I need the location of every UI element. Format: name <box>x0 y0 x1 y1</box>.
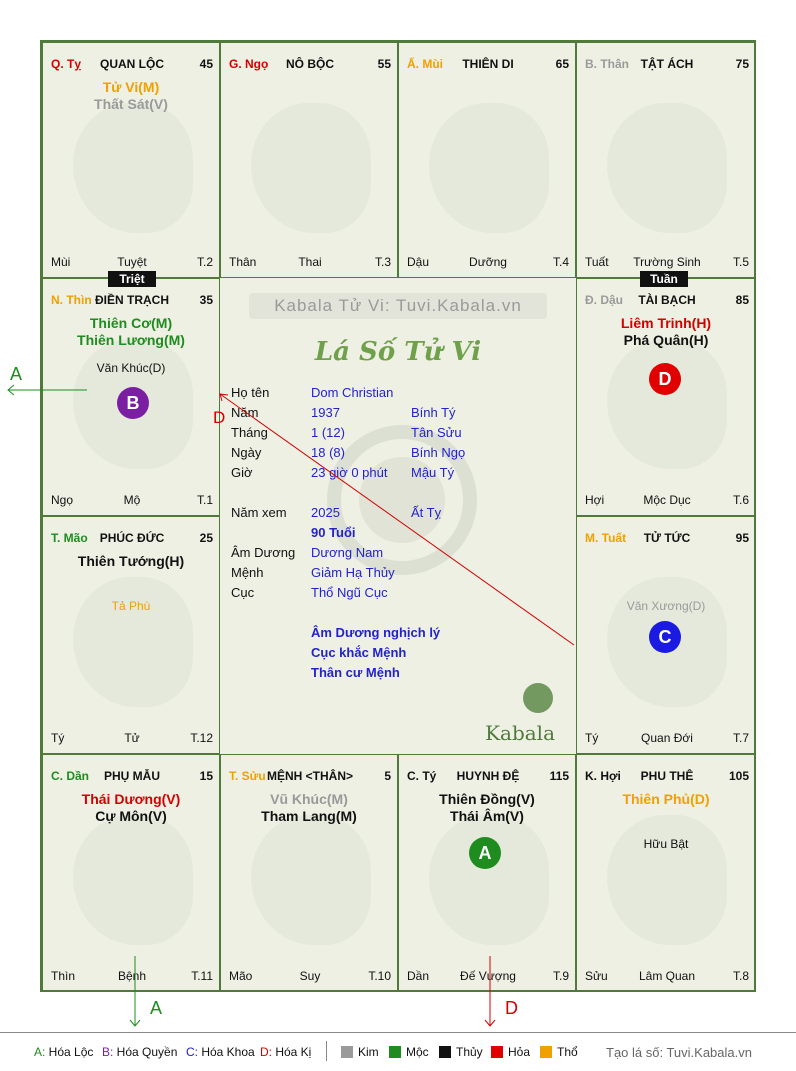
branch-label: Ngọ <box>51 493 74 507</box>
can-chi-label: Ấ. Mùi <box>407 57 443 71</box>
stage-label: Quan Đới <box>641 731 693 745</box>
info-label: Năm <box>231 405 259 420</box>
palace-age: 95 <box>735 531 749 545</box>
branch-label: Mùi <box>51 255 71 269</box>
triet-tag: Triệt <box>108 271 156 287</box>
info-can-chi: Ất Tỵ <box>411 505 442 520</box>
can-chi-label: K. Hợi <box>585 769 621 783</box>
palace-age: 35 <box>199 293 213 307</box>
stage-label: Suy <box>299 969 321 983</box>
info-label: Tháng <box>231 425 268 440</box>
info-value: Thổ Ngũ Cục <box>311 585 388 600</box>
term-label: T.8 <box>732 969 749 983</box>
palace-age: 45 <box>199 57 213 71</box>
stage-label: Bệnh <box>117 969 147 983</box>
info-value: 18 (8) <box>311 445 345 460</box>
legend-hoa-item: D: Hóa Kị <box>260 1045 312 1059</box>
can-chi-label: C. Dần <box>51 769 90 783</box>
info-can-chi: Tân Sửu <box>411 425 462 440</box>
palace-age: 75 <box>735 57 749 71</box>
term-label: T.5 <box>732 255 749 269</box>
info-label: Năm xem <box>231 505 287 520</box>
branch-label: Thìn <box>51 969 76 983</box>
term-label: T.9 <box>552 969 569 983</box>
palace-name: PHÚC ĐỨC <box>99 531 165 545</box>
can-chi-label: B. Thân <box>585 57 629 71</box>
stage-label: Thai <box>298 255 322 269</box>
term-label: T.12 <box>190 731 213 745</box>
palace-name: TẬT ÁCH <box>640 57 694 71</box>
info-label: Ngày <box>231 445 262 460</box>
element-swatch <box>439 1046 451 1058</box>
branch-label: Mão <box>229 969 253 983</box>
stage-label: Dưỡng <box>469 255 507 269</box>
palace-name: ĐIỀN TRẠCH <box>95 293 169 307</box>
brand-text: Kabala Tử Vi: Tuvi.Kabala.vn <box>249 293 547 319</box>
term-label: T.1 <box>196 493 213 507</box>
branch-label: Thân <box>229 255 257 269</box>
minor-star: Hữu Bật <box>643 837 689 851</box>
legend-bar <box>0 1032 796 1071</box>
main-star: Tử Vi(M) <box>102 79 160 95</box>
branch-label: Hợi <box>585 493 605 507</box>
main-star: Thiên Lương(M) <box>77 332 185 348</box>
stage-label: Mộc Dục <box>643 493 691 507</box>
main-star: Liêm Trinh(H) <box>620 315 712 331</box>
info-note: Cục khắc Mệnh <box>311 645 407 660</box>
stage-label: Trường Sinh <box>633 255 701 269</box>
palace-age: 25 <box>199 531 213 545</box>
minor-star: Văn Xương(D) <box>626 599 706 613</box>
legend-divider <box>326 1041 327 1061</box>
main-star: Thất Sát(V) <box>94 96 168 112</box>
can-chi-label: Q. Tỵ <box>51 57 82 71</box>
can-chi-label: G. Ngọ <box>229 57 269 71</box>
site-link[interactable]: Tạo lá số: Tuvi.Kabala.vn <box>606 1045 752 1060</box>
main-star: Thiên Cơ(M) <box>89 315 173 331</box>
info-value: 23 giờ 0 phút <box>311 465 388 480</box>
hoa-ki-line <box>220 394 574 645</box>
palace-name: PHỤ MẪU <box>104 769 160 783</box>
info-label: Cục <box>231 585 255 600</box>
stage-label: Đế Vượng <box>460 969 516 983</box>
info-value: 2025 <box>311 505 340 520</box>
kabala-logo-text: Kabala <box>485 721 555 745</box>
branch-label: Dần <box>407 969 430 983</box>
palace-age: 115 <box>549 769 569 783</box>
element-label: Hỏa <box>508 1045 531 1059</box>
info-value: 1937 <box>311 405 340 420</box>
info-label: Âm Dương <box>231 545 296 560</box>
element-swatch <box>491 1046 503 1058</box>
branch-label: Tý <box>51 731 65 745</box>
element-swatch <box>341 1046 353 1058</box>
main-star: Vũ Khúc(M) <box>270 791 348 807</box>
info-can-chi: Bính Tý <box>411 405 456 420</box>
main-star: Thái Âm(V) <box>450 808 524 824</box>
palace-name: QUAN LỘC <box>100 57 164 71</box>
element-label: Kim <box>358 1045 379 1059</box>
chart-title: Lá Số Tử Vi <box>314 337 482 367</box>
palace-name: MỆNH <THÂN> <box>266 769 353 783</box>
term-label: T.10 <box>368 969 391 983</box>
term-label: T.7 <box>732 731 749 745</box>
main-star: Thiên Tướng(H) <box>77 553 185 569</box>
element-label: Mộc <box>406 1045 429 1059</box>
element-label: Thủy <box>456 1045 483 1059</box>
stage-label: Tuyệt <box>117 255 147 269</box>
palace-name: PHU THÊ <box>640 769 694 783</box>
element-swatch <box>389 1046 401 1058</box>
branch-label: Dậu <box>407 255 430 269</box>
term-label: T.11 <box>191 969 213 983</box>
info-label: Mệnh <box>231 565 264 580</box>
element-swatch <box>540 1046 552 1058</box>
palace-age: 5 <box>384 769 391 783</box>
branch-label: Tý <box>585 731 599 745</box>
term-label: T.6 <box>732 493 749 507</box>
info-value: Giảm Hạ Thủy <box>311 565 395 580</box>
hoa-ki-marker: D <box>649 363 681 395</box>
main-star: Thái Dương(V) <box>81 791 181 807</box>
term-label: T.2 <box>196 255 213 269</box>
info-value: 1 (12) <box>311 425 345 440</box>
palace-age: 55 <box>377 57 391 71</box>
tuan-tag: Tuần <box>640 271 688 287</box>
minor-star: Tả Phù <box>111 599 151 613</box>
can-chi-label: M. Tuất <box>585 531 627 545</box>
palace-age: 85 <box>735 293 749 307</box>
can-chi-label: C. Tý <box>407 769 437 783</box>
can-chi-label: Đ. Dậu <box>585 293 624 307</box>
arrow-label-a-bottom: A <box>150 998 163 1018</box>
palace-age: 105 <box>728 769 749 783</box>
main-star: Thiên Phủ(D) <box>622 791 710 807</box>
arrow-label-d-center: D <box>213 408 226 427</box>
can-chi-label: T. Mão <box>51 531 88 545</box>
palace-name: HUYNH ĐỆ <box>456 769 520 783</box>
palace-name: TÀI BẠCH <box>638 293 696 307</box>
info-note: Thân cư Mệnh <box>311 665 400 680</box>
legend-hoa-item: B: Hóa Quyền <box>102 1045 178 1059</box>
element-label: Thổ <box>557 1045 578 1059</box>
arrow-label-a-left: A <box>10 364 23 384</box>
legend-hoa-item: C: Hóa Khoa <box>186 1045 255 1059</box>
hoa-loc-marker: A <box>469 837 501 869</box>
palace-name: THIÊN DI <box>462 57 514 71</box>
term-label: T.3 <box>374 255 391 269</box>
can-chi-label: N. Thìn <box>51 293 92 307</box>
main-star: Tham Lang(M) <box>261 808 357 824</box>
info-value: Dương Nam <box>311 545 384 560</box>
legend-hoa-item: A: Hóa Lộc <box>34 1045 94 1059</box>
info-note: Âm Dương nghịch lý <box>311 625 441 640</box>
info-can-chi: Mậu Tý <box>411 465 455 480</box>
palace-name: NÔ BỘC <box>286 57 334 71</box>
main-star: Thiên Đồng(V) <box>439 791 535 807</box>
branch-label: Sửu <box>585 969 608 983</box>
main-star: Phá Quân(H) <box>623 332 709 348</box>
branch-label: Tuất <box>585 255 609 269</box>
palace-name: TỬ TỨC <box>643 531 691 545</box>
term-label: T.4 <box>552 255 569 269</box>
info-value: Dom Christian <box>311 385 394 400</box>
hoa-quyen-marker: B <box>117 387 149 419</box>
stage-label: Tử <box>124 731 140 745</box>
stage-label: Lâm Quan <box>638 969 696 983</box>
can-chi-label: T. Sửu <box>229 769 266 783</box>
main-star: Cự Môn(V) <box>95 808 167 824</box>
stage-label: Mộ <box>123 493 141 507</box>
minor-star: Văn Khúc(D) <box>96 361 166 375</box>
info-value: 90 Tuổi <box>311 525 356 540</box>
palace-age: 15 <box>199 769 213 783</box>
info-can-chi: Bính Ngọ <box>411 445 466 460</box>
arrow-label-d-bottom: D <box>505 998 518 1018</box>
info-label: Họ tên <box>231 385 270 400</box>
hoa-khoa-marker: C <box>649 621 681 653</box>
info-label: Giờ <box>231 465 253 480</box>
palace-age: 65 <box>555 57 569 71</box>
